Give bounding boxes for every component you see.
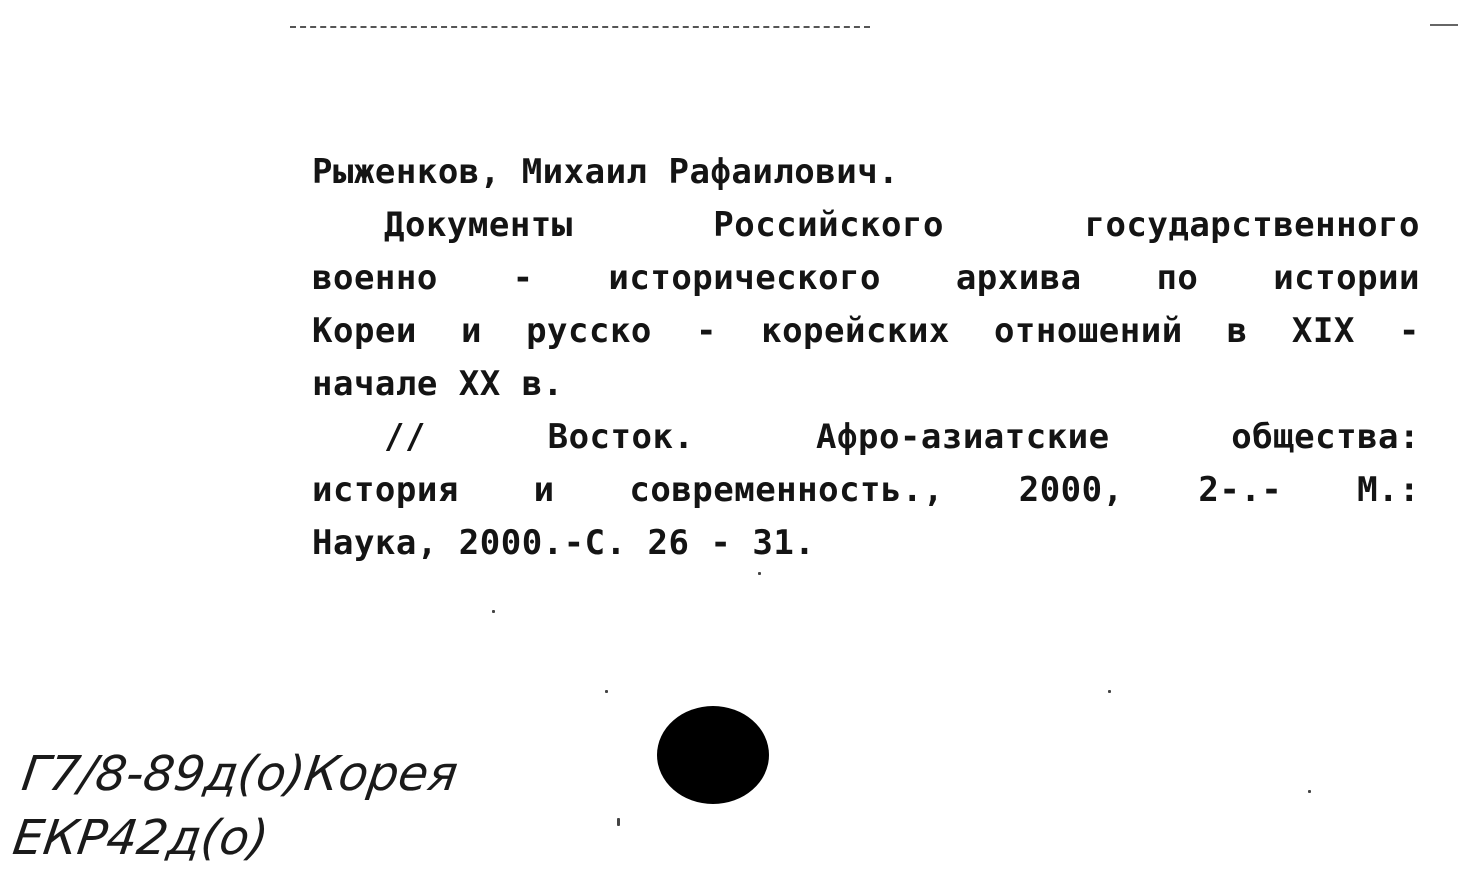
typed-record xyxy=(312,146,1420,570)
word: - xyxy=(696,311,717,351)
title-line-4: начале XX в. xyxy=(312,364,564,404)
word: общества: xyxy=(1231,417,1420,457)
source-line-1 xyxy=(312,411,1420,464)
word: военно xyxy=(312,258,438,298)
word: Российского xyxy=(713,205,944,245)
word: Афро-азиатские xyxy=(816,417,1110,457)
shelfmark-line-2: ЕКР42д(о) xyxy=(9,810,272,866)
word: корейских xyxy=(761,311,950,351)
word: русско xyxy=(526,311,652,351)
source-line-3: Наука, 2000.-С. 26 - 31. xyxy=(312,523,816,563)
handwritten-shelfmark xyxy=(9,742,462,870)
top-border-tail xyxy=(1430,24,1458,26)
title-line-2 xyxy=(312,252,1420,305)
word: 2-.- xyxy=(1198,470,1283,510)
word: - xyxy=(1398,311,1420,351)
speck xyxy=(492,610,495,613)
word: истории xyxy=(1273,258,1420,298)
top-border-line xyxy=(290,26,870,28)
speck xyxy=(1308,790,1311,793)
word: // xyxy=(384,417,426,457)
speck xyxy=(1108,690,1111,693)
word: Восток. xyxy=(547,417,695,457)
word: государственного xyxy=(1084,205,1420,245)
speck xyxy=(605,690,608,693)
word: в xyxy=(1226,311,1248,351)
speck xyxy=(758,572,761,575)
author-line: Рыженков, Михаил Рафаилович. xyxy=(312,152,900,192)
word: Документы xyxy=(384,205,573,245)
word: XIX xyxy=(1291,311,1355,351)
word: история xyxy=(312,470,459,510)
word: архива xyxy=(955,258,1082,298)
speck xyxy=(617,818,620,826)
source-line-2 xyxy=(312,464,1420,517)
word: М.: xyxy=(1357,470,1420,510)
title-line-1 xyxy=(312,199,1420,252)
word: 2000, xyxy=(1018,470,1124,510)
word: - xyxy=(512,258,534,298)
punch-hole xyxy=(657,706,769,804)
word: по xyxy=(1156,258,1199,298)
title-line-3 xyxy=(312,305,1420,358)
word: Кореи xyxy=(312,311,417,351)
word: отношений xyxy=(993,311,1183,351)
word: и xyxy=(533,470,555,510)
word: и xyxy=(460,311,482,351)
word: современность., xyxy=(629,470,944,510)
shelfmark-line-1: Г7/8-89д(о)Корея xyxy=(18,746,462,802)
word: исторического xyxy=(608,258,882,298)
